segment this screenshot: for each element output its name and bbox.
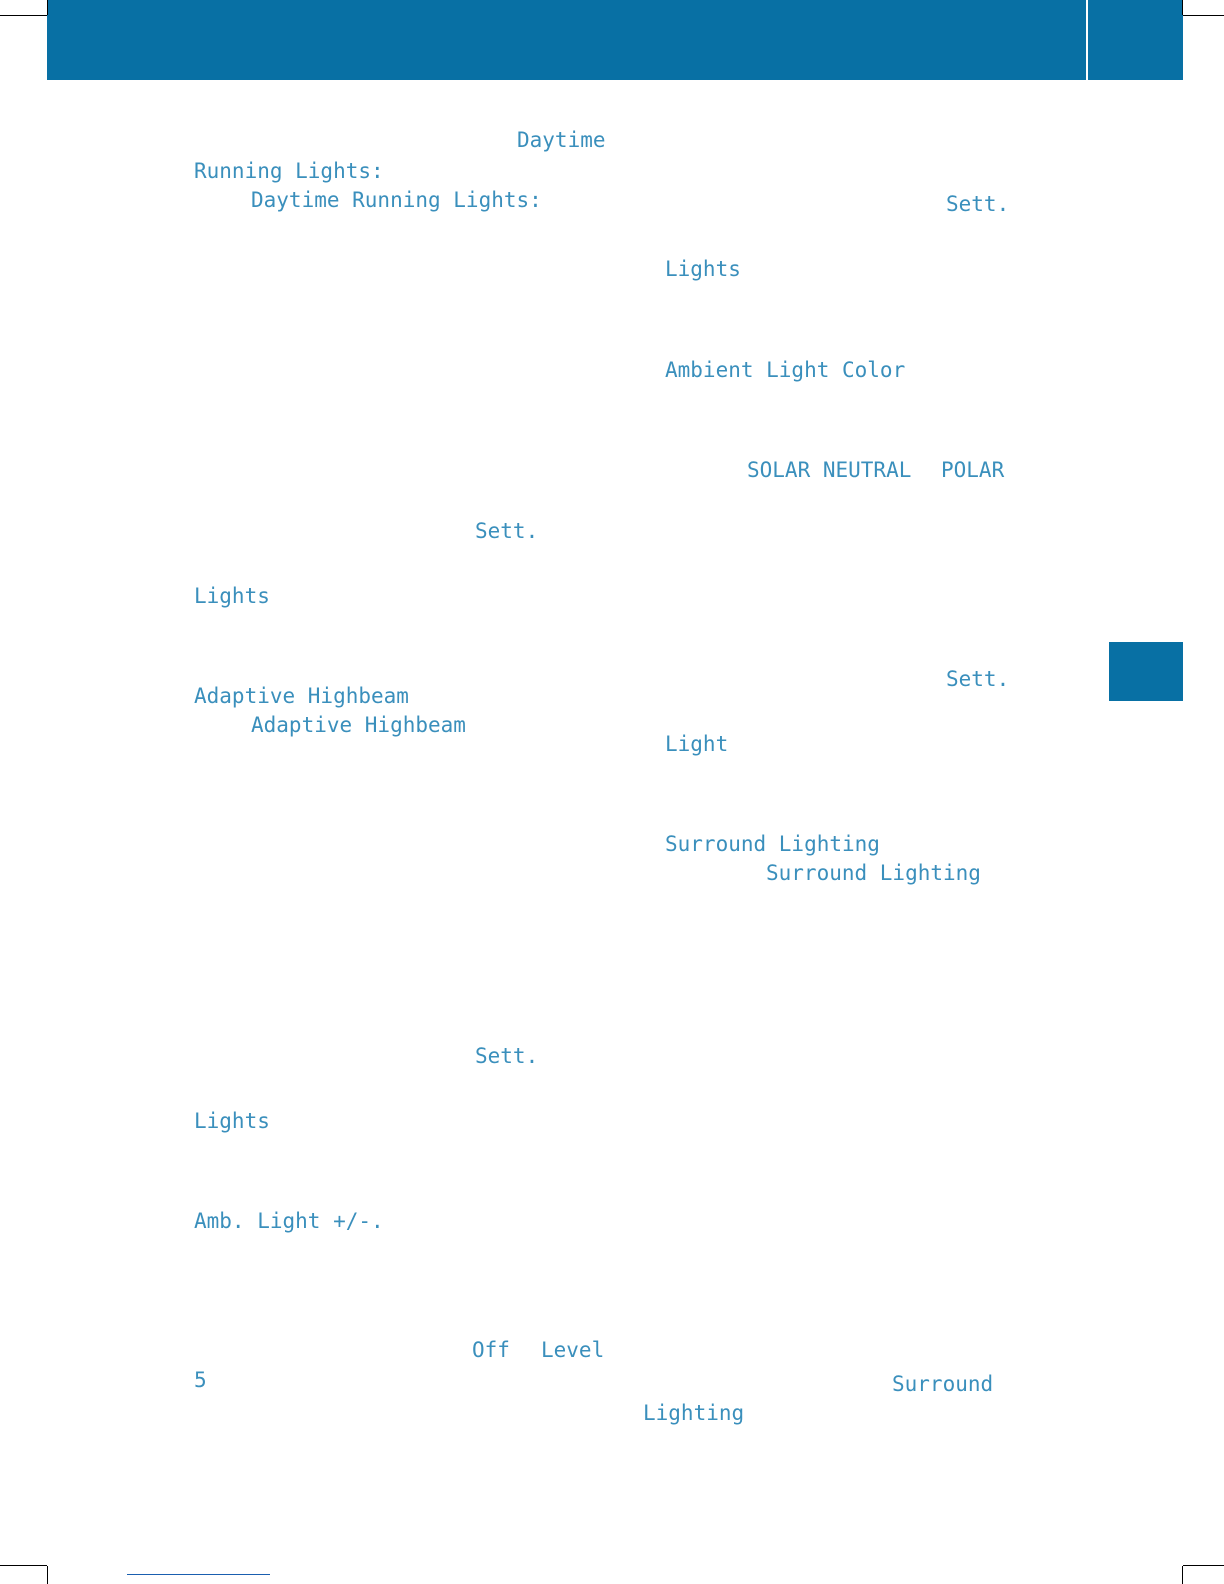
menu-item-daytime: Daytime [517,128,606,152]
menu-item-daytime-running-lights: Daytime Running Lights: [251,188,542,212]
menu-item-surround: Surround [892,1372,994,1396]
crop-mark-top-right-h [1183,15,1224,16]
page-header-bar [47,0,1183,80]
menu-item-amb-light: Amb. Light +/-. [194,1209,384,1233]
menu-item-adaptive-highbeam-2: Adaptive Highbeam [251,713,466,737]
crop-mark-bottom-left-v [47,1566,48,1584]
menu-option-off: Off [472,1338,510,1362]
crop-mark-bottom-right-h [1183,1565,1224,1566]
menu-item-sett-left-2: Sett. [475,1044,539,1068]
menu-item-lights-left-1: Lights [194,584,270,608]
crop-mark-bottom-left-h [0,1565,47,1566]
footer-link-underline [127,1574,270,1575]
chapter-side-tab [1109,642,1183,701]
menu-item-surround-lighting-1: Surround Lighting [665,832,880,856]
menu-item-lighting: Lighting [643,1401,745,1425]
crop-mark-top-right-v [1182,0,1183,15]
menu-item-ambient-light-color: Ambient Light Color [665,358,906,382]
menu-item-adaptive-highbeam-1: Adaptive Highbeam [194,684,409,708]
crop-mark-top-left-v [47,0,48,15]
menu-item-lights-right: Lights [665,257,741,281]
header-divider [1086,0,1088,80]
menu-option-level-number: 5 [194,1368,207,1392]
menu-item-lights-left-2: Lights [194,1109,270,1133]
menu-option-level: Level [541,1338,605,1362]
menu-item-sett-left-1: Sett. [475,519,539,543]
menu-item-sett-right-2: Sett. [946,667,1010,691]
crop-mark-top-left-h [0,15,47,16]
menu-item-running-lights: Running Lights: [194,159,384,183]
menu-option-polar: POLAR [941,458,1005,482]
menu-item-sett-right-1: Sett. [946,192,1010,216]
menu-item-light-right: Light [665,732,729,756]
menu-item-surround-lighting-2: Surround Lighting [766,861,981,885]
menu-option-solar-neutral: SOLAR NEUTRAL [747,458,912,482]
crop-mark-bottom-right-v [1182,1566,1183,1584]
